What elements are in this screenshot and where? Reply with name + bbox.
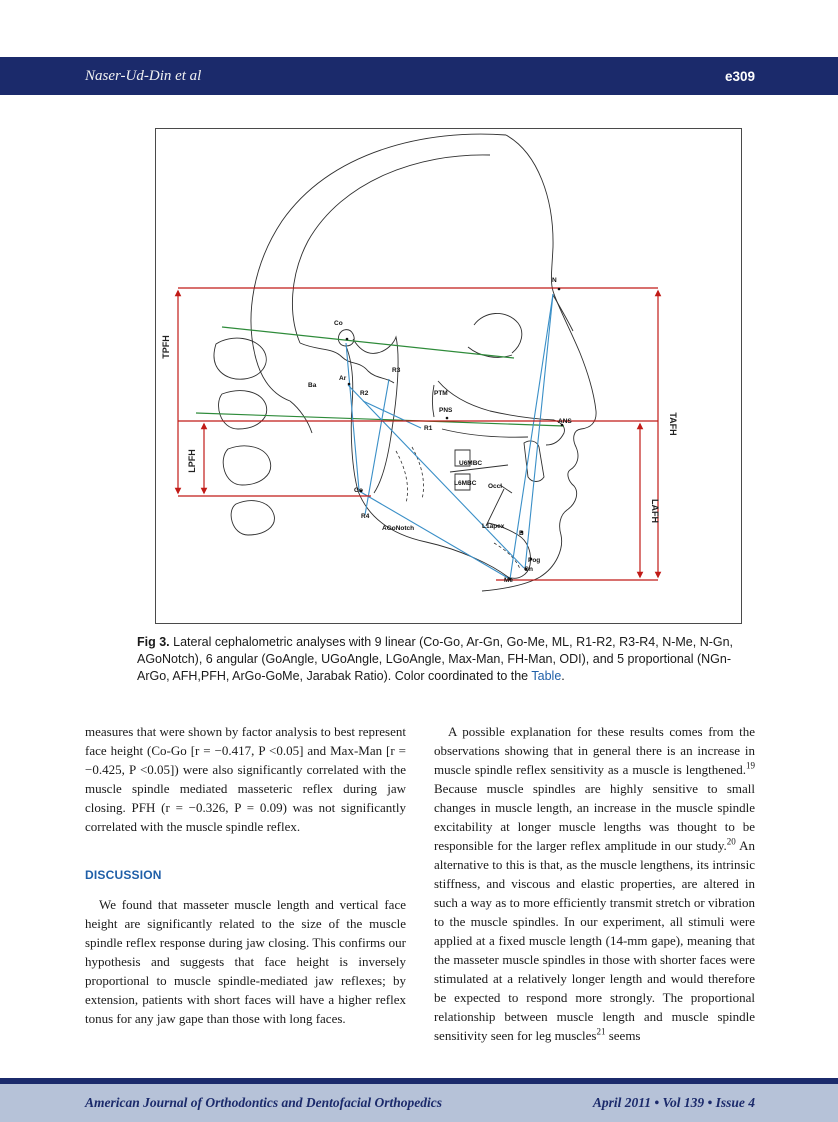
landmark-label-n: N xyxy=(552,277,557,284)
citation-ref: 19 xyxy=(746,760,755,771)
landmark-label-occl: Occl xyxy=(488,483,503,490)
figure-panel xyxy=(155,128,742,624)
face-height-measure-lines xyxy=(178,288,658,580)
skull-outline-tracing xyxy=(214,134,596,591)
landmark-label-go: Go xyxy=(354,487,364,494)
landmark-label-co: Co xyxy=(334,320,343,327)
lafh-label: LAFH xyxy=(650,499,660,523)
left-column xyxy=(85,722,406,1045)
figure-caption xyxy=(137,634,741,685)
discussion-heading: DISCUSSION xyxy=(85,868,162,882)
landmark-label-pns: PNS xyxy=(439,407,453,414)
landmark-label-r2: R2 xyxy=(360,390,369,397)
landmark-label-r3: R3 xyxy=(392,367,401,374)
body-text-columns xyxy=(85,722,755,1045)
page-number: e309 xyxy=(724,68,755,84)
landmark-label-me: Me xyxy=(504,577,514,584)
running-head-author: Naser-Ud-Din et al xyxy=(85,67,202,84)
landmark-label-r1: R1 xyxy=(424,425,433,432)
landmark-label-ba: Ba xyxy=(308,382,317,389)
landmark-label-l1apex: L1apex xyxy=(482,523,505,530)
caption-fig-label: Fig 3. xyxy=(137,635,170,649)
landmark-label-gn: Gn xyxy=(524,566,534,573)
right-column xyxy=(434,722,755,1045)
citation-ref: 20 xyxy=(726,836,736,847)
landmark-label-agonotch: AGoNotch xyxy=(382,525,415,532)
discussion-paragraph: We found that masseter muscle length and vertical face height are significantly related to the size of the muscle spindle reflex response during jaw closing. This confirms our hypothesis and suggests that face height is inversely proportional to muscle spindle-mediated jaw reflexes; by extension, patients with short faces will have a higher reflex tonus for any jaw gape than those with long faces. xyxy=(85,897,406,1026)
lpfh-label: LPFH xyxy=(187,449,197,473)
tafh-label: TAFH xyxy=(668,412,678,436)
footer-bar xyxy=(0,1084,838,1122)
landmark-points xyxy=(346,288,564,581)
cephalometric-tracing xyxy=(156,129,741,623)
caption-suffix: . xyxy=(561,669,565,683)
landmark-label-ans: ANS xyxy=(558,418,572,425)
landmark-label-ptm: PTM xyxy=(434,390,448,397)
caption-text: Lateral cephalometric analyses with 9 linear (Co-Go, Ar-Gn, Go-Me, ML, R1-R2, R3-R4, N-Me, N-Gn, AGoNotch), 6 angular (GoAngle, UGoAngle, LGoAngle, Max-Man, FH-Man, ODI), and 5 proportional (NGn-ArGo, AFH,PFH, ArGo-GoMe, Jarabak Ratio). Color coordinated to the xyxy=(137,635,734,683)
journal-title: American Journal of Orthodontics and Dentofacial Orthopedics xyxy=(85,1095,443,1110)
header-bar xyxy=(0,57,838,95)
landmark-label-u6mbc: U6MBC xyxy=(459,460,483,467)
landmark-label-r4: R4 xyxy=(361,513,370,520)
landmark-label-pog: Pog xyxy=(528,557,541,564)
citation-ref: 21 xyxy=(596,1026,606,1037)
issue-info: April 2011 • Vol 139 • Issue 4 xyxy=(592,1095,755,1110)
landmark-label-ar: Ar xyxy=(339,375,347,382)
results-paragraph: measures that were shown by factor analysis to best represent face height (Co-Go [r = −0.417, P <0.05] and Max-Man [r = −0.425, P <0.05]) were also significantly correlated with the muscle spindle mediated masseteric reflex during jaw closing. PFH (r = −0.326, P = 0.09) was not significantly correlated with the muscle spindle reflex. xyxy=(85,724,406,834)
tpfh-label: TPFH xyxy=(161,335,171,359)
angular-plane-lines xyxy=(196,327,564,426)
landmark-label-l6mbc: L6MBC xyxy=(454,480,477,487)
landmark-label-b: B xyxy=(519,530,524,537)
table-link[interactable]: Table xyxy=(531,669,562,683)
right-paragraph: A possible explanation for these results comes from the observations showing that in general there is an increase in muscle spindle reflex sensitivity as a muscle is lengthened.$^{19}$ Because muscle spindles are highly sensitive to small changes in muscle length, an increase in the muscle spindle excitability at longer muscle lengths was thought to be responsible for the larger reflex amplitude in our study.$^{20}$ An alternative to this is that, as the muscle lengthens, its intrinsic stiffness, and viscous and elastic properties, are altered in such a way as to more efficiently transmit stretch or vibration to the muscle spindles. In our experiment, all stimuli were applied at a fixed muscle length (14-mm gape), meaning that the masseter muscle spindles in those with shorter faces were stimulated at a relatively longer length and would therefore be expected to respond more strongly. The proportional relationship between muscle length and muscle spindle sensitivity seen for leg muscles$^{21}$ seems xyxy=(434,724,755,1043)
